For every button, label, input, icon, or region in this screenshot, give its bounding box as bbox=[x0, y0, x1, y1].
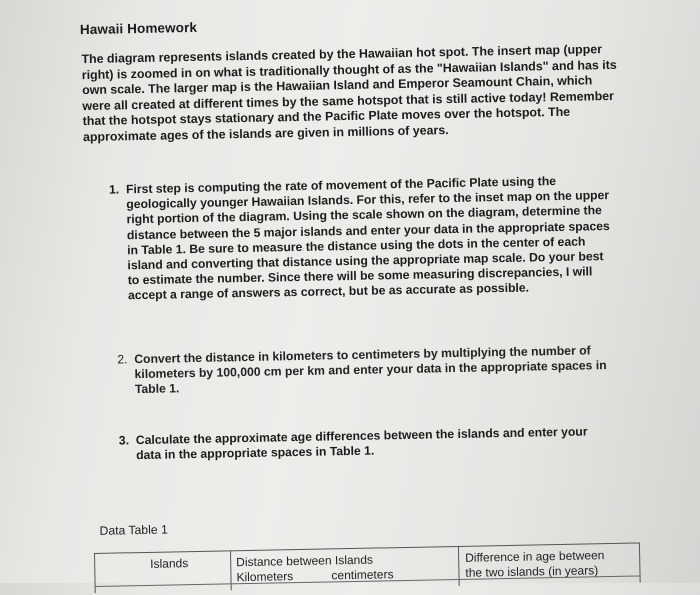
header-age-line-1: Difference in age between bbox=[465, 548, 605, 565]
header-distance: Distance between Islands bbox=[236, 552, 374, 570]
data-table bbox=[94, 542, 641, 592]
header-age-line-2: the two islands (in years) bbox=[465, 563, 599, 580]
intro-paragraph: The diagram represents islands created by the Hawaiian hot spot. The insert map (upper right) is zoomed in on what is traditionally thought of as the "Hawaiian Islands" and has its own scale. The larger map is the Hawaiian Island and Emperor Seamount Chain, which were all created at different times by the same hotspot that is still active today! Remember that the hotspot stays stationary and the Pacific Plate moves over the hotspot. The approximate ages of the islands are given in millions of years. bbox=[81, 42, 617, 145]
header-kilometers: Kilometers bbox=[236, 569, 294, 585]
question-2 bbox=[117, 343, 613, 398]
question-text: Convert the distance in kilometers to centimeters by multiplying the number of kilometers by 100,000 cm per km and enter your data in the appropriate spaces in Table 1. bbox=[134, 343, 607, 397]
question-1 bbox=[108, 173, 614, 304]
question-text: First step is computing the rate of movement of the Pacific Plate using the geologically younger Hawaiian Islands. For this, refer to the inset map on the upper right portion of the diagram. Using the scale shown on the diagram, determine the distance between the 5 major islands and enter your data in the appropriate spaces in Table 1. Be sure to measure the distance using the dots in the center of each island and converting that distance using the appropriate map scale. Do your best to estimate the number. Since there will be some measuring discrepancies, I will accept a range of answers as correct, but be as accurate as possible. bbox=[125, 174, 610, 303]
header-centimeters: centimeters bbox=[331, 567, 394, 583]
table-caption: Data Table 1 bbox=[99, 522, 168, 538]
page-title: Hawaii Homework bbox=[79, 19, 198, 38]
question-number: 1. bbox=[108, 182, 120, 197]
question-3 bbox=[118, 424, 614, 464]
question-number: 2. bbox=[117, 352, 128, 367]
header-islands: Islands bbox=[150, 556, 189, 571]
question-text: Calculate the approximate age differences between the islands and enter your data in the appropriate spaces in Table 1. bbox=[135, 424, 588, 463]
question-number: 3. bbox=[118, 433, 130, 448]
